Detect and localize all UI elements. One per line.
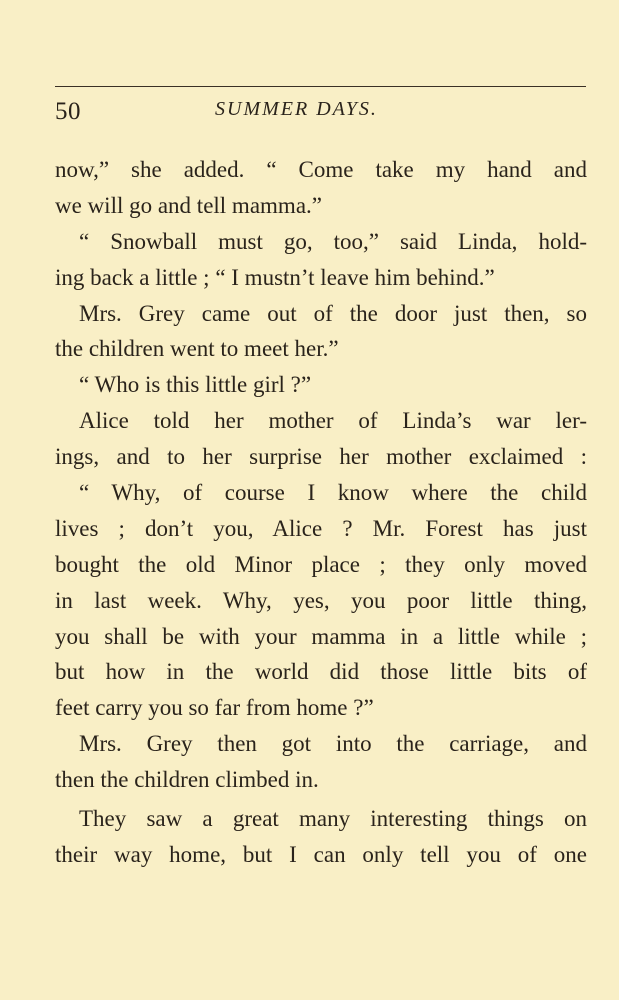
text-line: now,” she added. “ Come take my hand and [55,157,587,182]
text-line: the children went to meet her.” [55,336,339,362]
text-line: but how in the world did those little bits of [55,659,587,685]
text-line: you shall be with your mamma in a little while ; [55,623,587,649]
text-line: “ Why, of course I know where the child [79,480,587,506]
text-line: we will go and tell mamma.” [55,192,322,218]
text-line: Mrs. Grey then got into the carriage, and [79,731,587,757]
header-rule [55,86,586,87]
page-header [55,96,586,130]
text-line: “ Snowball must go, too,” said Linda, hold- [79,228,587,254]
text-line: Mrs. Grey came out of the door just then, so [79,300,587,326]
running-head: SUMMER DAYS. [215,98,378,120]
text-line: lives ; don’t you, Alice ? Mr. Forest has just [55,515,587,541]
page-number: 50 [55,98,81,125]
text-line: ings, and to her surprise her mother exclaimed : [55,444,587,470]
text-line: bought the old Minor place ; they only moved [55,551,587,577]
text-line: their way home, but I can only tell you of one [55,841,587,867]
text-line: in last week. Why, yes, you poor little thing, [55,587,587,613]
text-line: then the children climbed in. [55,767,319,793]
text-line: feet carry you so far from home ?” [55,695,374,721]
text-line: ing back a little ; “ I mustn’t leave him behind.” [55,264,495,290]
text-line: They saw a great many interesting things on [79,806,587,832]
body-text [55,152,587,873]
text-line: Alice told her mother of Linda’s war ler- [79,408,587,434]
text-line: “ Who is this little girl ?” [79,372,312,398]
